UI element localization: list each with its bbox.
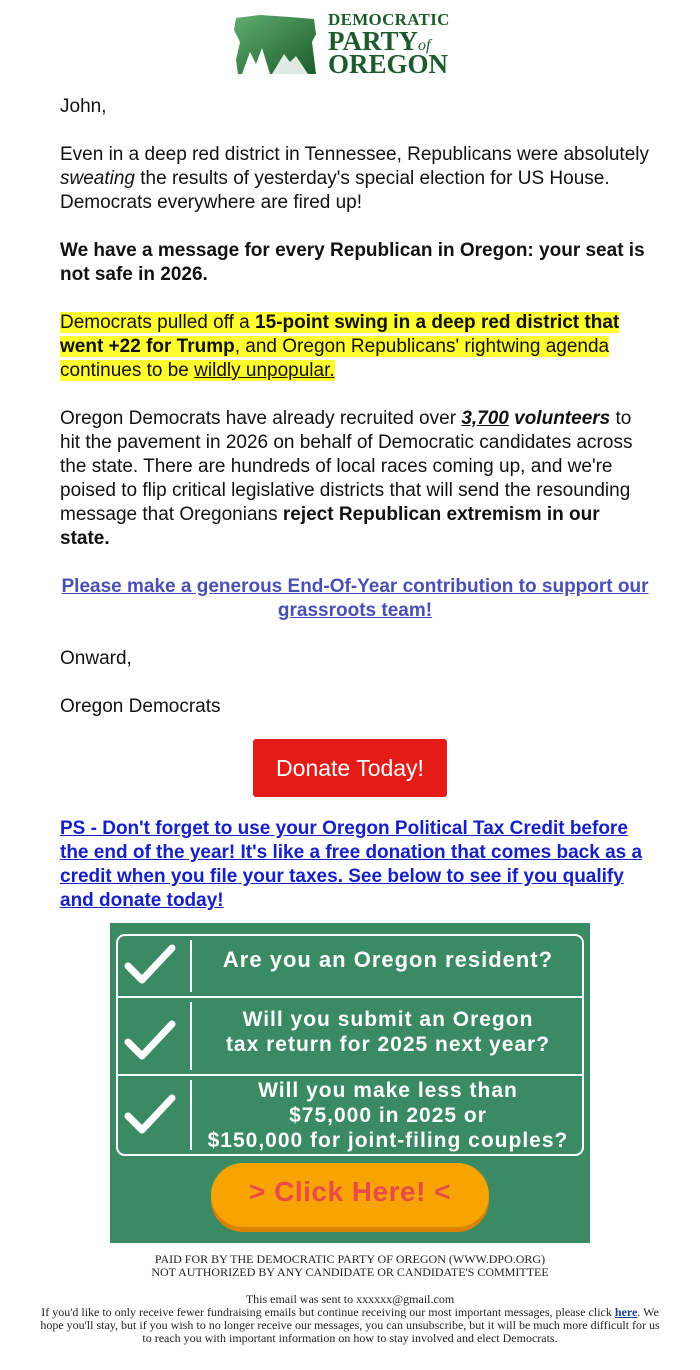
highlight-underline: wildly unpopular. bbox=[194, 360, 335, 381]
question-resident: Are you an Oregon resident? bbox=[222, 947, 554, 972]
checklist-row-resident bbox=[118, 936, 582, 996]
volunteers-paragraph bbox=[60, 407, 650, 551]
dpo-logo[interactable] bbox=[232, 10, 462, 78]
checkmark-icon bbox=[122, 942, 178, 986]
logo-line-oregon: OREGON bbox=[328, 49, 449, 79]
volunteers-end-bold: reject Republican extremism in our state. bbox=[60, 504, 600, 549]
question-income-line2: $75,000 in 2025 or bbox=[289, 1104, 487, 1127]
tax-credit-banner[interactable] bbox=[110, 923, 590, 1243]
volunteers-text-2: to hit the pavement in 2026 on behalf of Democratic candidates across the state. There are hundreds of local races coming up, and we're poised to flip critical legislative districts that will send the resounding message that Oregonians bbox=[60, 408, 633, 525]
question-income bbox=[194, 1078, 582, 1153]
checklist-row-income bbox=[118, 1074, 582, 1154]
paid-for-disclaimer bbox=[0, 1253, 700, 1279]
not-authorized-line: NOT AUTHORIZED BY ANY CANDIDATE OR CANDIDATE'S COMMITTEE bbox=[151, 1265, 549, 1279]
unsubscribe-notice bbox=[0, 1306, 700, 1345]
tax-credit-ps-link[interactable]: PS - Don't forget to use your Oregon Political Tax Credit before the end of the year! It's like a free donation that comes back as a credit when you file your taxes. See below to see if you qualify and donate today! bbox=[60, 818, 643, 911]
question-income-line3: $150,000 for joint-filing couples? bbox=[207, 1129, 569, 1152]
row-divider bbox=[190, 1002, 192, 1070]
question-tax-return-line1: Will you submit an Oregon bbox=[242, 1008, 534, 1031]
intro-text-1: Even in a deep red district in Tennessee, Republicans were absolutely bbox=[60, 144, 649, 165]
highlight-text-2: , and Oregon Republicans' rightwing agenda continues to be bbox=[60, 336, 610, 381]
sent-to-line: This email was sent to xxxxxx@gmail.com bbox=[245, 1292, 455, 1306]
question-income-line1: Will you make less than bbox=[258, 1079, 518, 1102]
message-bold-paragraph: We have a message for every Republican in Oregon: your seat is not safe in 2026. bbox=[60, 240, 645, 285]
highlight-text-1: Democrats pulled off a bbox=[60, 312, 256, 333]
intro-italic: sweating bbox=[60, 168, 135, 189]
greeting: John, bbox=[60, 96, 107, 117]
closing-onward: Onward, bbox=[60, 648, 132, 669]
donate-today-button[interactable]: Donate Today! bbox=[253, 739, 447, 797]
oregon-map-icon bbox=[232, 12, 318, 78]
highlight-paragraph bbox=[60, 311, 650, 383]
logo-word-party: PARTY bbox=[328, 26, 419, 56]
ps-paragraph bbox=[60, 817, 650, 913]
checkmark-icon bbox=[122, 1018, 178, 1062]
checkmark-icon bbox=[122, 1092, 178, 1136]
unsubscribe-text-2: . We hope you'll stay, but if you wish to no longer receive our messages, you can unsubscribe, but it will be much more difficult for us to reach you with important information on how to stay involved and elect Democrats. bbox=[40, 1305, 660, 1345]
contribution-link[interactable]: Please make a generous End-Of-Year contribution to support our grassroots team! bbox=[61, 576, 649, 621]
volunteers-text-1: Oregon Democrats have already recruited over bbox=[60, 408, 462, 429]
question-tax-return-line2: tax return for 2025 next year? bbox=[225, 1033, 551, 1056]
volunteers-bold: volunteers bbox=[508, 408, 611, 429]
intro-text-2: the results of yesterday's special election for US House. Democrats everywhere are fired up! bbox=[60, 168, 610, 213]
row-divider bbox=[190, 940, 192, 992]
click-here-button[interactable]: > Click Here! < bbox=[211, 1163, 489, 1227]
logo-line-democratic: DEMOCRATIC bbox=[328, 10, 450, 29]
signature: Oregon Democrats bbox=[60, 696, 221, 717]
preferences-here-link[interactable]: here bbox=[614, 1305, 638, 1319]
cta-paragraph bbox=[60, 575, 650, 623]
paid-by-line: PAID FOR BY THE DEMOCRATIC PARTY OF OREGON (WWW.DPO.ORG) bbox=[154, 1252, 546, 1266]
question-tax-return bbox=[194, 1007, 582, 1057]
unsubscribe-text-1: If you'd like to only receive fewer fundraising emails but continue receiving our most important messages, please click bbox=[41, 1305, 615, 1319]
volunteers-number: 3,700 bbox=[461, 408, 509, 429]
logo-word-of: of bbox=[418, 37, 431, 54]
tax-credit-checklist bbox=[116, 934, 584, 1156]
checklist-row-tax-return bbox=[118, 996, 582, 1074]
highlight-bold: 15-point swing in a deep red district that went +22 for Trump bbox=[60, 312, 620, 357]
intro-paragraph bbox=[60, 143, 650, 215]
row-divider bbox=[190, 1080, 192, 1150]
